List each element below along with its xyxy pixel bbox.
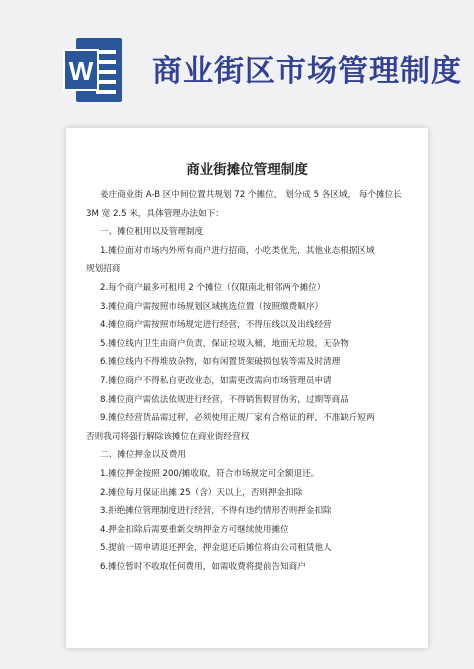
- paragraph: 3M 宽 2.5 米，具体管理办法如下：: [86, 208, 224, 219]
- list-item: 5.摊位线内卫生由商户负责，保证垃圾入桶，地面无垃圾，无杂物: [100, 338, 349, 349]
- paragraph: 姜庄商业街 A-B 区中间位置共规划 72 个摊位， 划分成 5 各区域， 每个摊位长: [100, 190, 402, 200]
- list-item: 1.摊位押金按照 200/摊收取，符合市场规定可全额退还。: [100, 468, 320, 479]
- word-logo-letter: W: [68, 56, 94, 86]
- list-item: 2.摊位每月保证出摊 25（含）天以上，否则押金扣除: [100, 487, 303, 498]
- section-heading: 二、摊位押金以及费用: [100, 450, 186, 461]
- document-body: [86, 186, 416, 576]
- list-item: 2.每个商户最多可租用 2 个摊位（仅限南北相邻两个摊位）: [100, 282, 326, 293]
- word-icon: [62, 36, 124, 104]
- list-item: 4.押金扣除后需要重新交纳押金方可继续使用摊位: [100, 524, 289, 535]
- list-item-continuation: 否则我司将强行解除该摊位在商业街经营权: [86, 431, 250, 442]
- list-item: 7.摊位商户不得私自更改业态，如需更改需向市场管理员申请: [100, 375, 332, 386]
- list-item: 3.拒绝摊位管理制度进行经营，不得有违约情形否则押金扣除: [100, 506, 332, 517]
- list-item: 6.摊位线内不得堆放杂物，如有闲置货架破损包装等需及时清理: [100, 357, 341, 368]
- list-item-continuation: 规划招商: [86, 264, 121, 275]
- list-item: 8.摊位商户需依法依规进行经营，不得销售假冒伪劣，过期等商品: [100, 394, 349, 405]
- list-item: 4.摊位商户需按照市场规定进行经营，不得压线以及出线经营: [100, 320, 332, 331]
- list-item: 3.摊位商户需按照市场规划区域挑选位置（按照缴费顺序）: [100, 301, 324, 312]
- list-item: 5.提前一周申请退还押金，押金退还后摊位将由公司租赁他人: [100, 543, 332, 554]
- list-item: 9.摊位经营货品需过秤，必须使用正规厂家有合格证的秤，不准缺斤短两: [100, 413, 375, 424]
- document-page: [66, 128, 428, 648]
- document-title: 商业街摊位管理制度: [186, 162, 308, 178]
- banner-title: 商业街区市场管理制度: [152, 54, 462, 89]
- banner-header: [0, 0, 474, 130]
- list-item: 1.摊位面对市场内外所有商户进行招商，小吃类优先，其他业态根据区域: [100, 245, 375, 256]
- section-heading: 一、摊位租用以及管理制度: [100, 227, 204, 238]
- list-item: 6.摊位暂时不收取任何费用，如需收费将提前告知商户: [100, 561, 306, 572]
